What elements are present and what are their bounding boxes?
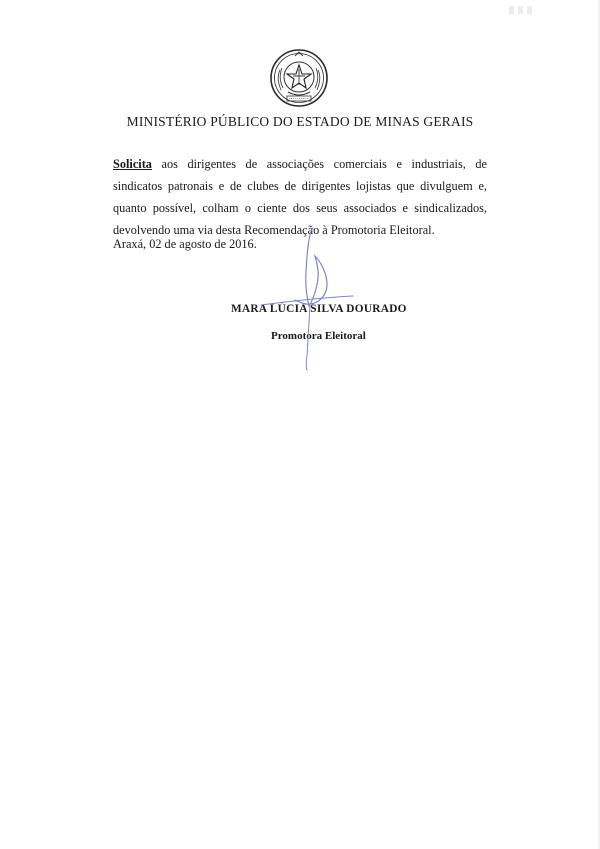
state-coat-of-arms-icon <box>268 48 330 110</box>
signatory-role: Promotora Eleitoral <box>271 330 366 342</box>
date-line: Araxá, 02 de agosto de 2016. <box>113 237 257 251</box>
institution-heading: MINISTÉRIO PÚBLICO DO ESTADO DE MINAS GERAIS <box>126 114 474 129</box>
scan-artifact-icon <box>508 4 534 16</box>
request-keyword: Solicita <box>113 157 152 171</box>
handwritten-signature-icon <box>255 222 365 372</box>
signatory-name: MARA LÚCIA SILVA DOURADO <box>231 303 407 315</box>
request-text: aos dirigentes de associações comerciais e industriais, de sindicatos patronais e de clubes de dirigentes lojistas que divulguem e, quanto possível, colham o ciente dos seus associados e sindicalizados, devolvendo uma via desta Recomendação à Promotoria Eleitoral. <box>113 157 487 237</box>
